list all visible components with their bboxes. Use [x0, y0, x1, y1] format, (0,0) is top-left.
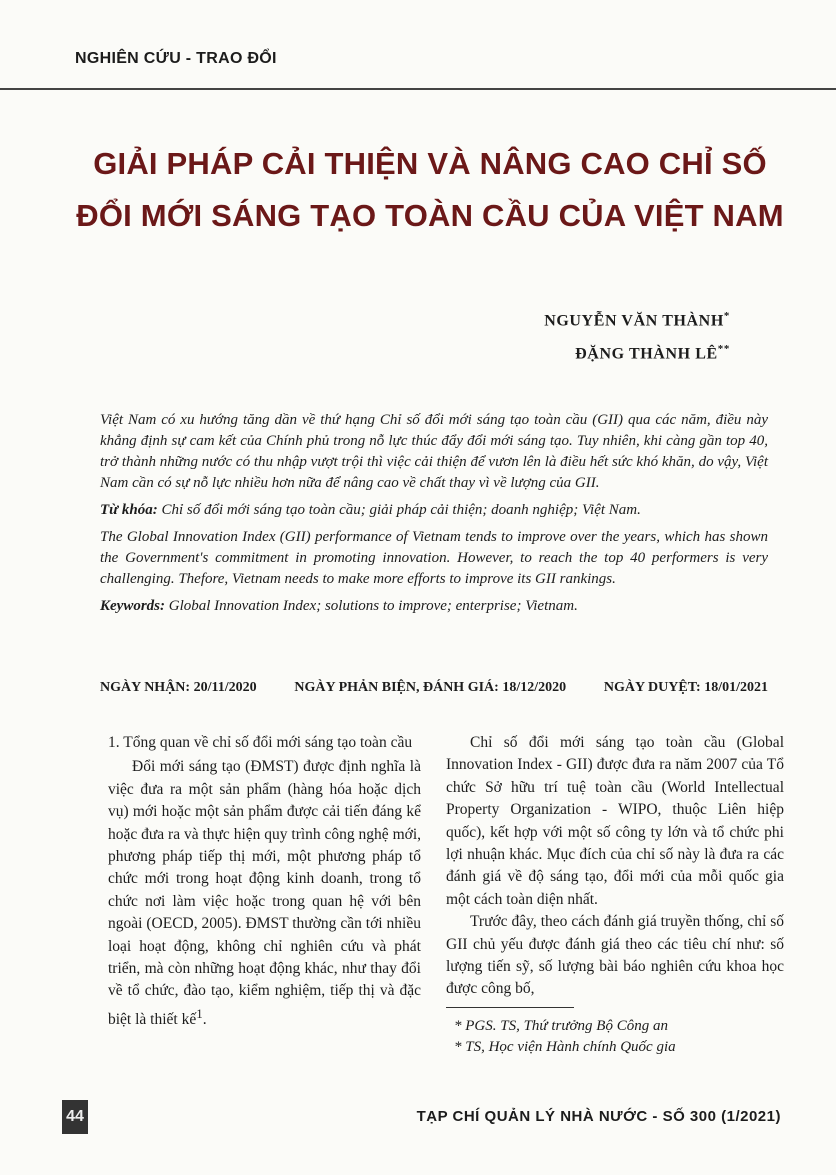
keywords-en-label: Keywords:	[100, 598, 165, 614]
author-2: ĐẶNG THÀNH LÊ**	[575, 343, 730, 363]
title-line-1: GIẢI PHÁP CẢI THIỆN VÀ NÂNG CAO CHỈ SỐ	[93, 146, 767, 181]
abstract-en: The Global Innovation Index (GII) performance of Vietnam tends to improve over the years, which has shown the Government's commitment in promoting innovation. However, to reach the top 40 performers is very challenging. Thefore, Vietnam needs to make more efforts to improve its GII rankings.	[100, 529, 768, 587]
keywords-vi-label: Từ khóa:	[100, 502, 158, 518]
body-paragraph: Chỉ số đổi mới sáng tạo toàn cầu (Global Innovation Index - GII) được đưa ra năm 2007 của Tổ chức Sở hữu trí tuệ toàn cầu (World Intellectual Property Organization - WIPO, thuộc Liên hiệp quốc), kết hợp với một số công ty lớn và tổ chức phi lợi nhuận khác. Mục đích của chỉ số này là đưa ra các đánh giá về độ sáng tạo, đổi mới của mỗi quốc gia một cách toàn diện nhất.	[446, 734, 784, 908]
footnote-2: * TS, Học viện Hành chính Quốc gia	[454, 1038, 676, 1055]
footnote-ref: 1	[196, 1005, 203, 1021]
body-paragraph: Đổi mới sáng tạo (ĐMST) được định nghĩa là việc đưa ra một sản phẩm (hàng hóa hoặc dịch vụ) mới hoặc một sản phẩm được cải tiến đáng kể hoặc đưa ra và thực hiện quy trình công nghệ mới, phương pháp tiếp thị mới, một phương pháp tổ chức mới trong hoạt động kinh doanh, trong tổ chức nơi làm việc hoặc trong quan hệ với bên ngoài (OECD, 2005). ĐMST thường cần tới nhiều loại hoạt động, không chỉ nghiên cứu và phát triển, mà còn những hoạt động khác, như thay đổi về tổ chức, đào tạo, kiểm nghiệm, tiếp thị và đặc biệt là thiết kế$^1$.	[108, 758, 421, 1029]
section-heading: 1. Tổng quan về chỉ số đổi mới sáng tạo toàn cầu	[108, 734, 413, 751]
authors	[544, 302, 730, 369]
abstract-vi: Việt Nam có xu hướng tăng dần về thứ hạng Chỉ số đổi mới sáng tạo toàn cầu (GII) qua các năm, điều này khẳng định sự cam kết của Chính phủ trong nỗ lực thúc đẩy đổi mới sáng tạo. Tuy nhiên, khi càng gần top 40, trở thành những nước có thu nhập vượt trội thì việc cải thiện để vươn lên là điều hết sức khó khăn, do vậy, Việt Nam cần có sự nỗ lực nhiều hơn nữa để nâng cao về chất thay vì về lượng của GII.	[100, 412, 768, 491]
body-column-left	[108, 732, 421, 1031]
abstract	[100, 410, 768, 623]
author-2-mark: **	[717, 343, 730, 356]
author-1: NGUYỄN VĂN THÀNH*	[544, 310, 730, 330]
date-received: NGÀY NHẬN: 20/11/2020	[100, 680, 257, 695]
keywords-vi: Từ khóa: Chỉ số đổi mới sáng tạo toàn cầu; giải pháp cải thiện; doanh nghiệp; Việt Nam.	[100, 502, 641, 518]
keywords-en: Keywords: Global Innovation Index; solutions to improve; enterprise; Vietnam.	[100, 598, 578, 614]
journal-footer: TẠP CHÍ QUẢN LÝ NHÀ NƯỚC - SỐ 300 (1/2021)	[416, 1108, 781, 1125]
article-dates	[100, 680, 768, 696]
title-line-2: ĐỔI MỚI SÁNG TẠO TOÀN CẦU CỦA VIỆT NAM	[76, 198, 784, 233]
footnote-divider	[446, 1007, 574, 1008]
header-rule	[0, 88, 836, 90]
date-approved: NGÀY DUYỆT: 18/01/2021	[603, 680, 768, 695]
section-label: NGHIÊN CỨU - TRAO ĐỔI	[75, 50, 277, 67]
date-reviewed: NGÀY PHẢN BIỆN, ĐÁNH GIÁ: 18/12/2020	[294, 680, 567, 695]
page-number: 44	[62, 1100, 88, 1134]
footnote-1: * PGS. TS, Thứ trưởng Bộ Công an	[454, 1017, 668, 1034]
article-title	[60, 138, 800, 242]
author-1-mark: *	[723, 310, 730, 322]
body-paragraph: Trước đây, theo cách đánh giá truyền thống, chỉ số GII chủ yếu được đánh giá theo các tiêu chí như: số lượng tiến sỹ, số lượng bài báo nghiên cứu khoa học được công bố,	[446, 913, 784, 998]
body-column-right	[446, 732, 784, 1058]
